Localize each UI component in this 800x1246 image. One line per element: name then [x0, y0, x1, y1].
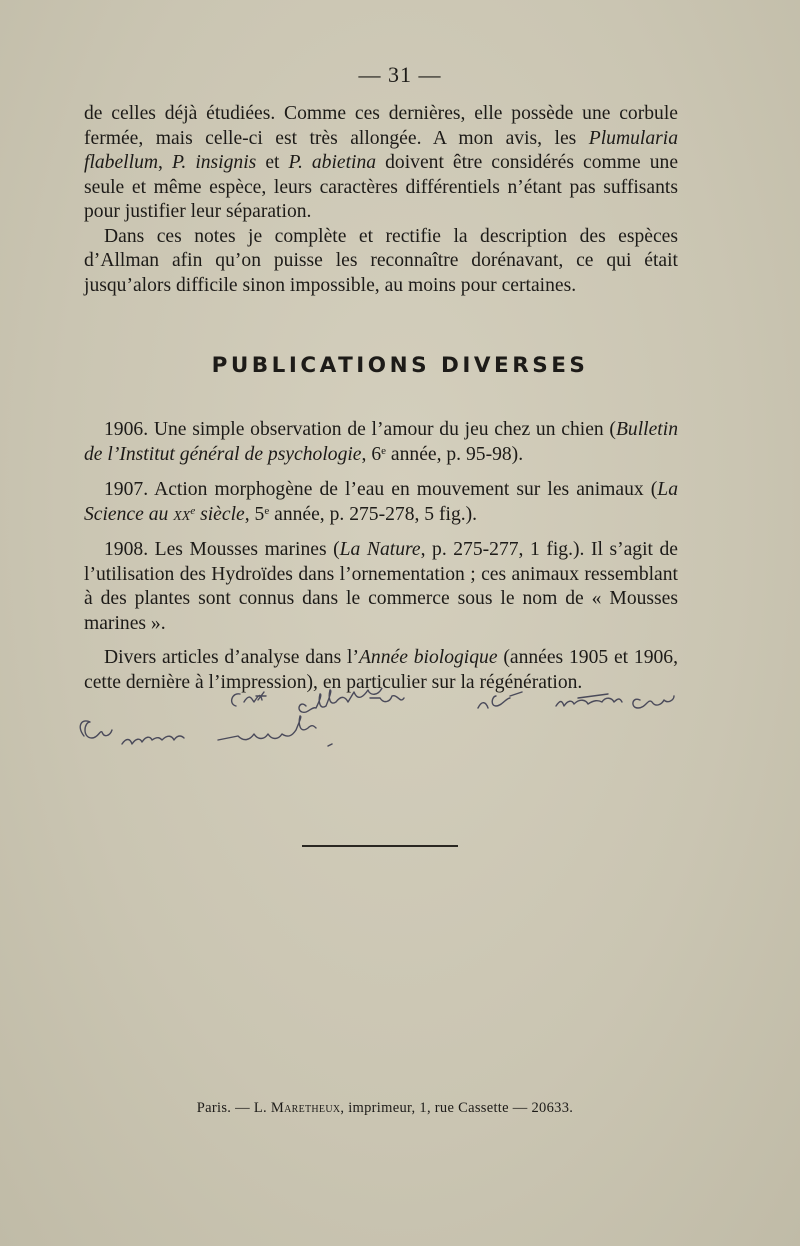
species-name: Plumularia flabellum	[84, 127, 678, 173]
publication-1907: 1907. Action morphogène de l’eau en mouvement sur les animaux (La Science au $xx^e$ siècle, 5e année, p. 275-278, 5 fig.).	[84, 479, 678, 525]
species-name: P. abietina	[288, 152, 377, 173]
printer-imprint: Paris. — L. Maretheux, imprimeur, 1, rue Cassette — 20633.	[196, 1100, 574, 1116]
journal-title: Bulletin de l’Institut général de psychologie	[84, 419, 678, 465]
section-heading: PUBLICATIONS DIVERSES	[211, 353, 589, 378]
publication-1906: 1906. Une simple observation de l’amour du jeu chez un chien (Bulletin de l’Institut général de psychologie, 6e année, p. 95-98).	[84, 419, 678, 465]
intro-paragraph-1: de celles déjà étudiées. Comme ces dernières, elle possède une corbule fermée, mais celle-ci est très allongée. A mon avis, les Plumularia flabellum, P. insignis et P. abietina doivent être considérés comme une seule et même espèce, leurs caractères différentiels n’étant pas suffisants pour justifier leur séparation.	[84, 103, 679, 222]
horizontal-rule	[302, 845, 458, 847]
species-name: P. insignis	[171, 152, 257, 173]
intro-text	[84, 102, 678, 298]
journal-title: La Nature	[339, 539, 421, 560]
journal-title: Année biologique	[358, 647, 498, 668]
publication-1908: 1908. Les Mousses marines (La Nature, p. 275-277, 1 fig.). Il s’agit de l’utilisation des Hydroïdes dans l’ornementation ; ces animaux ressemblant à des plantes sont connus dans le commerce sous le nom de « Mousses marines ».	[84, 539, 679, 634]
publication-divers: Divers articles d’analyse dans l’Année biologique (années 1905 et 1906, cette dernière à l’impression), en particulier sur la régénération.	[84, 647, 678, 693]
journal-title: La Science au $xx^e$ siècle	[84, 479, 678, 525]
handwritten-annotation	[78, 688, 698, 758]
intro-paragraph-2: Dans ces notes je complète et rectifie la description des espèces d’Allman afin qu’on puisse les reconnaître dorénavant, ce qui était jusqu’alors difficile sinon impossible, au moins pour certaines.	[84, 225, 678, 296]
page-number: — 31 —	[358, 62, 442, 87]
